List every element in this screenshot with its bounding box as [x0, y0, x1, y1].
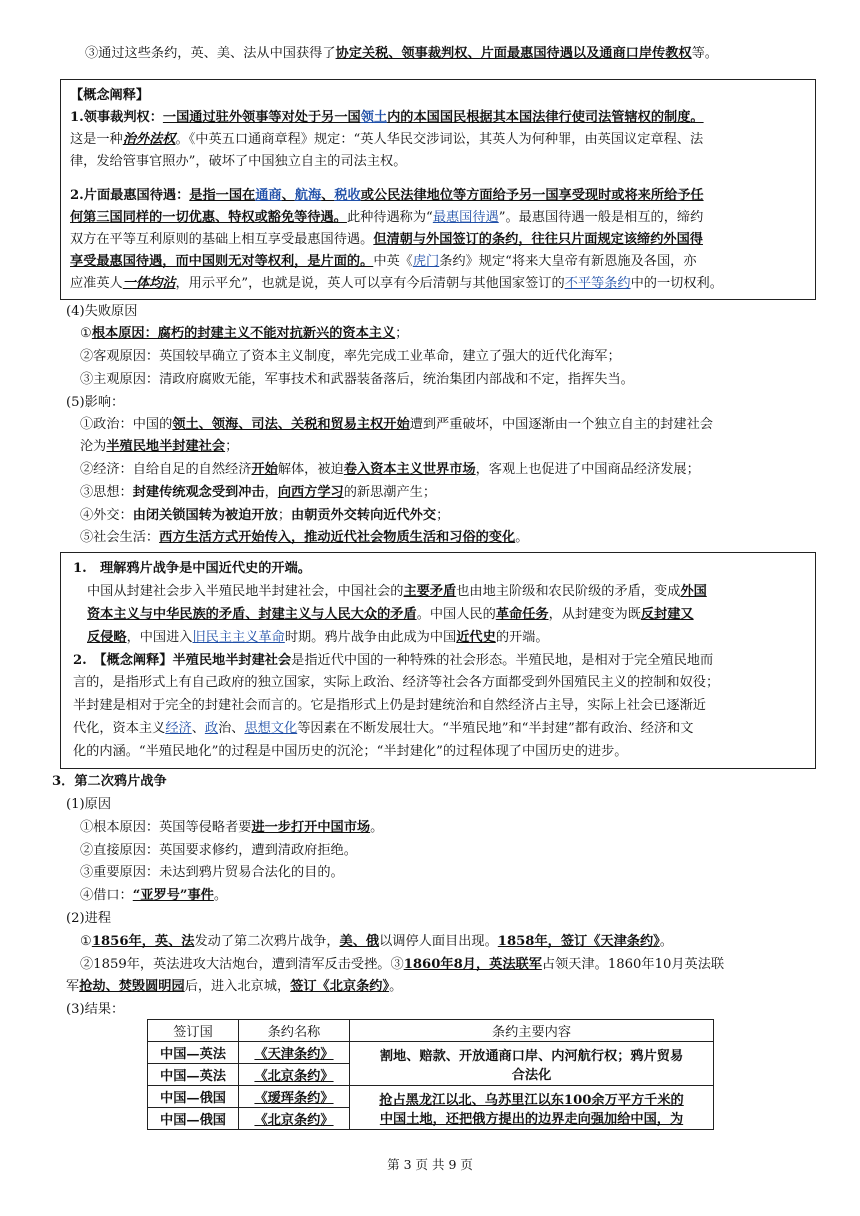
cause-2: ②直接原因：英国要求修约，遭到清政府拒绝。 — [80, 843, 357, 858]
table-row — [148, 1042, 714, 1064]
row4-country: 中国—俄国 — [148, 1108, 239, 1130]
result-heading: (3)结果： — [66, 1002, 125, 1017]
row2-country: 中国—英法 — [148, 1064, 239, 1086]
page-footer: 第 3 页 共 9 页 — [387, 1157, 473, 1172]
content-russia: 抢占黑龙江以北、乌苏里江以东100余万平方千米的 中国土地，还把俄方提出的边界走向强加给中国，为 — [350, 1086, 714, 1130]
second-opium-war-heading: 3．第二次鸦片战争 — [52, 774, 167, 789]
impact-politics-2: 沦为半殖民地半封建社会； — [80, 439, 239, 454]
causes-heading: (1)原因 — [66, 797, 112, 812]
header-treaty: 条约名称 — [239, 1020, 350, 1042]
table-row — [148, 1086, 714, 1108]
box2-q2-line5: 化的内涵。“半殖民地化”的过程是中国历史的沉沦；“半封建化”的过程体现了中国历史的进步。 — [73, 744, 628, 759]
content-britain-france: 割地、赔款、开放通商口岸、内河航行权；鸦片贸易 合法化 — [350, 1042, 714, 1086]
cause-1: ①根本原因：英国等侵略者要进一步打开中国市场。 — [80, 820, 384, 835]
box2-q1: 1. 理解鸦片战争是中国近代史的开端。 — [73, 561, 311, 576]
mfn-line-4: 享受最惠国待遇，而中国则无对等权利，是片面的。中英《虎门条约》规定“将来大皇帝有新恩施及各国，亦 — [70, 254, 697, 269]
fail-reason-3: ③主观原因：清政府腐败无能，军事技术和武器装备落后，统治集团内部战和不定，指挥失当。 — [80, 372, 634, 387]
row1-treaty: 《天津条约》 — [239, 1042, 350, 1064]
impact-social-life: ⑤社会生活：西方生活方式开始传入，推动近代社会物质生活和习俗的变化。 — [80, 530, 529, 545]
consular-jurisdiction-line-3: 律，发给管事官照办”，破坏了中国独立自主的司法主权。 — [70, 154, 407, 169]
row4-treaty: 《北京条约》 — [239, 1108, 350, 1130]
impact-thought: ③思想：封建传统观念受到冲击，向西方学习的新思潮产生； — [80, 485, 437, 500]
impact-politics-1: ①政治：中国的领土、领海、司法、关税和贸易主权开始遭到严重破坏，中国逐渐由一个独立自主的封建社会 — [80, 417, 713, 432]
fail-reason-1: ①根本原因：腐朽的封建主义不能对抗新兴的资本主义； — [80, 326, 409, 341]
concept-title: 【概念阐释】 — [70, 88, 150, 103]
process-heading: (2)进程 — [66, 911, 112, 926]
consular-jurisdiction-line-1: 1.领事裁判权：一国通过驻外领事等对处于另一国领土内的本国国民根据其本国法律行使司法管辖权的制度。 — [70, 110, 704, 125]
mfn-line-3: 双方在平等互利原则的基础上相互享受最惠国待遇。但清朝与外国签订的条约，往往只片面规定该缔约外国得 — [70, 232, 703, 247]
treaty-privileges-line: ③通过这些条约，英、美、法从中国获得了协定关税、领事裁判权、片面最惠国待遇以及通商口岸传教权等。 — [85, 46, 718, 61]
box2-q2-line2: 言的，是指形式上有自己政府的独立国家，实际上政治、经济等社会各方面都受到外国殖民主义的控制和奴役； — [73, 675, 720, 690]
impact-economy: ②经济：自给自足的自然经济开始解体，被迫卷入资本主义世界市场，客观上也促进了中国商品经济发展； — [80, 462, 700, 477]
box2-q2-line3: 半封建是相对于完全的封建社会而言的。它是指形式上仍是封建统治和自然经济占主导，实际上社会已逐渐近 — [73, 698, 706, 713]
process-2: ②1859年，英法进攻大沽炮台，遭到清军反击受挫。③1860年8月，英法联军占领天津。1860年10月英法联 — [80, 957, 725, 972]
header-country: 签订国 — [148, 1020, 239, 1042]
row2-treaty: 《北京条约》 — [239, 1064, 350, 1086]
header-content: 条约主要内容 — [350, 1020, 714, 1042]
consular-jurisdiction-line-2: 这是一种治外法权。《中英五口通商章程》规定：“英人华民交涉词讼，其英人为何种罪，由英国议定章程、法 — [70, 132, 704, 147]
box2-p1-line2: 资本主义与中华民族的矛盾、封建主义与人民大众的矛盾。中国人民的革命任务，从封建变为既反封建又 — [87, 607, 694, 622]
impact-heading: (5)影响： — [66, 395, 125, 410]
fail-heading: (4)失败原因 — [66, 304, 138, 319]
impact-diplomacy: ④外交：由闭关锁国转为被迫开放；由朝贡外交转向近代外交； — [80, 508, 450, 523]
row3-treaty: 《瑷珲条约》 — [239, 1086, 350, 1108]
mfn-line-2: 何第三国同样的一切优惠、特权或豁免等待遇。此种待遇称为“最惠国待遇”。最惠国待遇一般是相互的，缔约 — [70, 210, 704, 225]
cause-3: ③重要原因：未达到鸦片贸易合法化的目的。 — [80, 865, 344, 880]
process-1: ①1856年，英、法发动了第二次鸦片战争，美、俄以调停人面目出现。1858年，签订《天津条约》。 — [80, 934, 673, 949]
table-header-row — [148, 1020, 714, 1042]
box2-p1-line3: 反侵略，中国进入旧民主主义革命时期。鸦片战争由此成为中国近代史的开端。 — [87, 630, 549, 645]
fail-reason-2: ②客观原因：英国较早确立了资本主义制度，率先完成工业革命，建立了强大的近代化海军； — [80, 349, 621, 364]
row1-country: 中国—英法 — [148, 1042, 239, 1064]
box2-q2-line4: 代化，资本主义经济、政治、思想文化等因素在不断发展壮大。“半殖民地”和“半封建”都有政治、经济和文 — [73, 721, 694, 736]
mfn-line-1: 2.片面最惠国待遇：是指一国在通商、航海、税收或公民法律地位等方面给予另一国享受现时或将来所给予任 — [70, 188, 704, 203]
row3-country: 中国—俄国 — [148, 1086, 239, 1108]
cause-4: ④借口：“亚罗号”事件。 — [80, 888, 228, 903]
box2-p1-line1: 中国从封建社会步入半殖民地半封建社会，中国社会的主要矛盾也由地主阶级和农民阶级的矛盾，变成外国 — [87, 584, 707, 599]
treaty-table — [147, 1019, 714, 1130]
process-3: 军抢劫、焚毁圆明园后，进入北京城，签订《北京条约》。 — [66, 979, 403, 994]
mfn-line-5: 应准英人一体均沾，用示平允”，也就是说，英人可以享有今后清朝与其他国家签订的不平等条约中的一切权利。 — [70, 276, 723, 291]
box2-q2-line1: 2. 【概念阐释】半殖民地半封建社会是指近代中国的一种特殊的社会形态。半殖民地，是相对于完全殖民地而 — [73, 653, 714, 668]
